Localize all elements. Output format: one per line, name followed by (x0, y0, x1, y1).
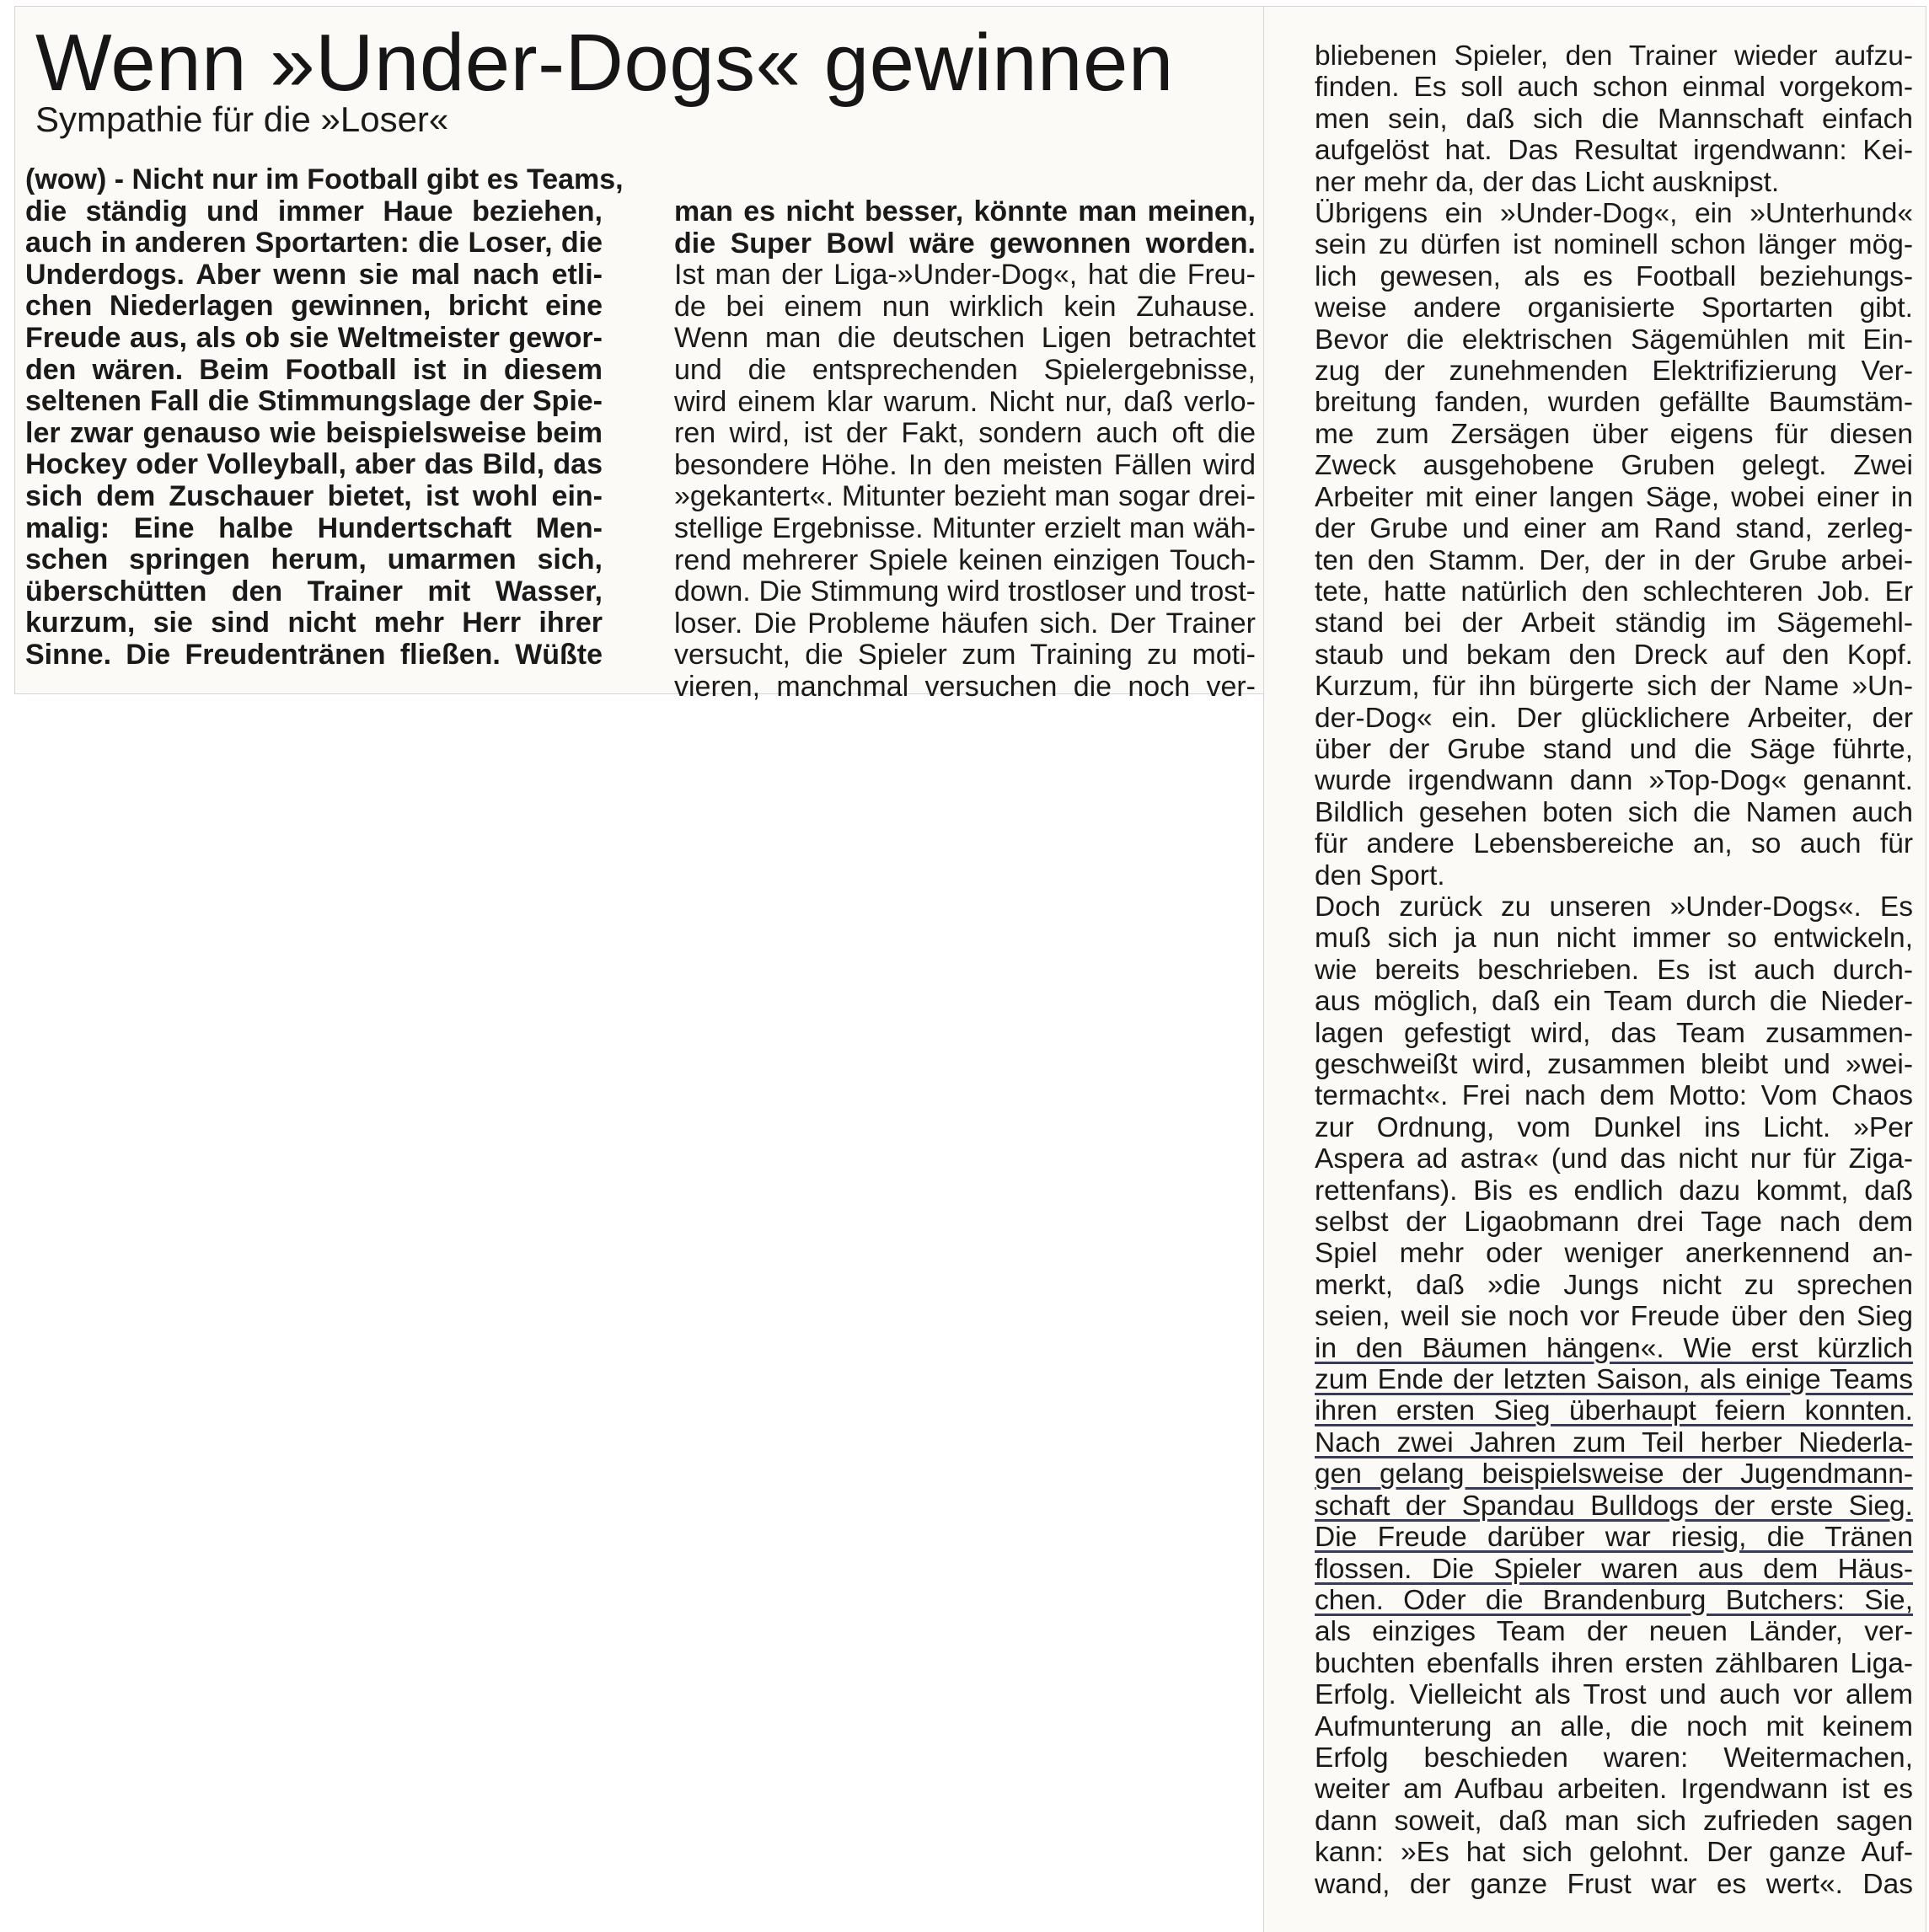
article-column-1 (25, 163, 624, 672)
article-line: chen Niederlagen gewinnen, bricht eine (25, 290, 603, 323)
article-line: Erfolg beschieden waren: Weitermachen, (1315, 1742, 1913, 1774)
article-line: wird einem klar warum. Nicht nur, daß verlo- (674, 385, 1256, 418)
article-line: Kurzum, für ihn bürgerte sich der Name »Un- (1315, 671, 1913, 703)
article-line: Sinne. Die Freudentränen fließen. Wüßte (25, 638, 603, 671)
article-line: termacht«. Frei nach dem Motto: Vom Chaos (1315, 1080, 1913, 1112)
article-line: me zum Zersägen über eigens für diesen (1315, 418, 1913, 450)
article-line: flossen. Die Spieler waren aus dem Häus- (1315, 1553, 1913, 1585)
article-line: (wow) - Nicht nur im Football gibt es Teams, (25, 163, 624, 195)
article-line: ren wird, ist der Fakt, sondern auch oft die (674, 417, 1256, 450)
article-line: weise andere organisierte Sportarten gibt. (1315, 292, 1913, 324)
article-line: ihren ersten Sieg überhaupt feiern konnten. (1315, 1395, 1913, 1427)
article-line: finden. Es soll auch schon einmal vorgekom- (1315, 72, 1913, 104)
article-line: dann soweit, daß man sich zufrieden sagen (1315, 1805, 1913, 1837)
article-line: buchten ebenfalls ihren ersten zählbaren Liga- (1315, 1647, 1913, 1679)
article-line: chen. Oder die Brandenburg Butchers: Sie, (1315, 1584, 1913, 1616)
article-line: überschütten den Trainer mit Wasser, (25, 575, 603, 607)
article-line: man es nicht besser, könnte man meinen, (674, 195, 1256, 227)
article-line: kann: »Es hat sich gelohnt. Der ganze Auf- (1315, 1837, 1913, 1869)
article-line: Erfolg. Vielleicht als Trost und auch vor allem (1315, 1679, 1913, 1711)
article-line: seltenen Fall die Stimmungslage der Spie- (25, 385, 603, 418)
headline: Wenn »Under-Dogs« gewinnen (35, 18, 1174, 108)
article-column-3 (1315, 40, 1913, 1900)
article-line: lagen gefestigt wird, das Team zusammen- (1315, 1017, 1913, 1049)
article-line: und die entsprechenden Spielergebnisse, (674, 353, 1256, 386)
article-line: den Sport. (1315, 859, 1445, 891)
article-line: Nach zwei Jahren zum Teil herber Niederla- (1315, 1426, 1913, 1458)
article-line: merkt, daß »die Jungs nicht zu sprechen (1315, 1269, 1913, 1301)
article-line: »gekantert«. Mitunter bezieht man sogar drei- (674, 480, 1256, 513)
article-line: Arbeiter mit einer langen Säge, wobei einer in (1315, 481, 1913, 513)
article-line: der-Dog« ein. Der glücklichere Arbeiter, der (1315, 702, 1913, 734)
article-line: vieren, manchmal versuchen die noch ver- (674, 670, 1256, 703)
article-line: tete, hatte natürlich den schlechteren Job. Er (1315, 575, 1913, 607)
article-line: sein zu dürfen ist nominell schon länger mög- (1315, 229, 1913, 261)
article-line: schen springen herum, umarmen sich, (25, 543, 603, 576)
article-line: besondere Höhe. In den meisten Fällen wird (674, 448, 1256, 481)
article-line: kurzum, sie sind nicht mehr Herr ihrer (25, 607, 603, 640)
article-line: Bevor die elektrischen Sägemühlen mit Ein- (1315, 324, 1913, 356)
article-line: Aspera ad astra« (und das nicht nur für Ziga- (1315, 1143, 1913, 1175)
article-line: aus möglich, daß ein Team durch die Nieder- (1315, 986, 1913, 1018)
article-line: Underdogs. Aber wenn sie mal nach etli- (25, 258, 603, 291)
article-line: aufgelöst hat. Das Resultat irgendwann: Kei- (1315, 135, 1913, 167)
article-line: zum Ende der letzten Saison, als einige Teams (1315, 1364, 1913, 1396)
subheadline: Sympathie für die »Loser« (35, 99, 449, 139)
article-line: wurde irgendwann dann »Top-Dog« genannt. (1315, 765, 1913, 797)
article-line: rettenfans). Bis es endlich dazu kommt, daß (1315, 1175, 1913, 1207)
article-line: versucht, die Spieler zum Training zu moti- (674, 639, 1256, 672)
article-line: weiter am Aufbau arbeiten. Irgendwann ist es (1315, 1774, 1913, 1806)
article-line: down. Die Stimmung wird trostloser und trost- (674, 575, 1256, 608)
article-line: breitung fanden, wurden gefällte Baumstäm- (1315, 387, 1913, 419)
article-line: staub und bekam den Dreck auf den Kopf. (1315, 639, 1913, 671)
article-line: Wenn man die deutschen Ligen betrachtet (674, 322, 1256, 355)
article-line: Übrigens ein »Under-Dog«, ein »Unterhund« (1315, 198, 1913, 230)
article-line: rend mehrerer Spiele keinen einzigen Touch- (674, 543, 1256, 576)
article-line: Freude aus, als ob sie Weltmeister gewor- (25, 321, 603, 354)
article-line: malig: Eine halbe Hundertschaft Men- (25, 511, 603, 544)
article-line: Bildlich gesehen boten sich die Namen auch (1315, 796, 1913, 828)
article-line: für andere Lebensbereiche an, so auch für (1315, 828, 1913, 860)
article-line: die Super Bowl wäre gewonnen worden. (674, 227, 1256, 260)
article-line: die ständig und immer Haue beziehen, (25, 195, 603, 227)
article-line: zug der zunehmenden Elektrifizierung Ver- (1315, 356, 1913, 388)
article-line: loser. Die Probleme häufen sich. Der Trainer (674, 607, 1256, 640)
article-line: Aufmunterung an alle, die noch mit keinem (1315, 1710, 1913, 1742)
article-line: ten den Stamm. Der, der in der Grube arbei- (1315, 544, 1913, 576)
article-line: zur Ordnung, vom Dunkel ins Licht. »Per (1315, 1111, 1913, 1143)
article-line: Zweck ausgehobene Gruben gelegt. Zwei (1315, 450, 1913, 482)
article-line: als einziges Team der neuen Länder, ver- (1315, 1616, 1913, 1648)
article-line: bliebenen Spieler, den Trainer wieder aufzu- (1315, 40, 1913, 72)
article-line: den wären. Beim Football ist in diesem (25, 353, 603, 386)
article-line: sich dem Zuschauer bietet, ist wohl ein- (25, 479, 603, 512)
article-line: über der Grube stand und die Säge führte, (1315, 733, 1913, 765)
article-column-2 (674, 196, 1256, 704)
article-line: stellige Ergebnisse. Mitunter erzielt man wäh- (674, 511, 1256, 544)
article-line: ler zwar genauso wie beispielsweise beim (25, 416, 603, 449)
article-line: auch in anderen Sportarten: die Loser, die (25, 227, 603, 260)
article-line: de bei einem nun wirklich kein Zuhause. (674, 290, 1256, 323)
article-line: lich gewesen, als es Football beziehungs- (1315, 260, 1913, 292)
article-line: ner mehr da, der das Licht ausknipst. (1315, 166, 1780, 198)
article-line: selbst der Ligaobmann drei Tage nach dem (1315, 1207, 1913, 1239)
article-line: wie bereits beschrieben. Es ist auch durch- (1315, 954, 1913, 986)
article-line: geschweißt wird, zusammen bleibt und »wei- (1315, 1049, 1913, 1080)
article-line: Spiel mehr oder weniger anerkennend an- (1315, 1238, 1913, 1270)
article-line: muß sich ja nun nicht immer so entwickeln, (1315, 923, 1913, 955)
article-line: seien, weil sie noch vor Freude über den Sieg (1315, 1301, 1913, 1333)
article-line: schaft der Spandau Bulldogs der erste Sieg. (1315, 1490, 1913, 1522)
article-line: Ist man der Liga-»Under-Dog«, hat die Freu- (674, 259, 1256, 292)
article-line: wand, der ganze Frust war es wert«. Das (1315, 1868, 1913, 1900)
article-line: Doch zurück zu unseren »Under-Dogs«. Es (1315, 891, 1913, 923)
article-line: Die Freude darüber war riesig, die Tränen (1315, 1522, 1913, 1554)
article-line: Hockey oder Volleyball, aber das Bild, das (25, 448, 603, 481)
article-line: stand bei der Arbeit ständig im Sägemehl- (1315, 607, 1913, 640)
article-line: in den Bäumen hängen«. Wie erst kürzlich (1315, 1332, 1913, 1364)
article-line: men sein, daß sich die Mannschaft einfach (1315, 103, 1913, 135)
article-line: der Grube und einer am Rand stand, zerleg- (1315, 513, 1913, 545)
article-line: gen gelang beispielsweise der Jugendmann- (1315, 1458, 1913, 1490)
